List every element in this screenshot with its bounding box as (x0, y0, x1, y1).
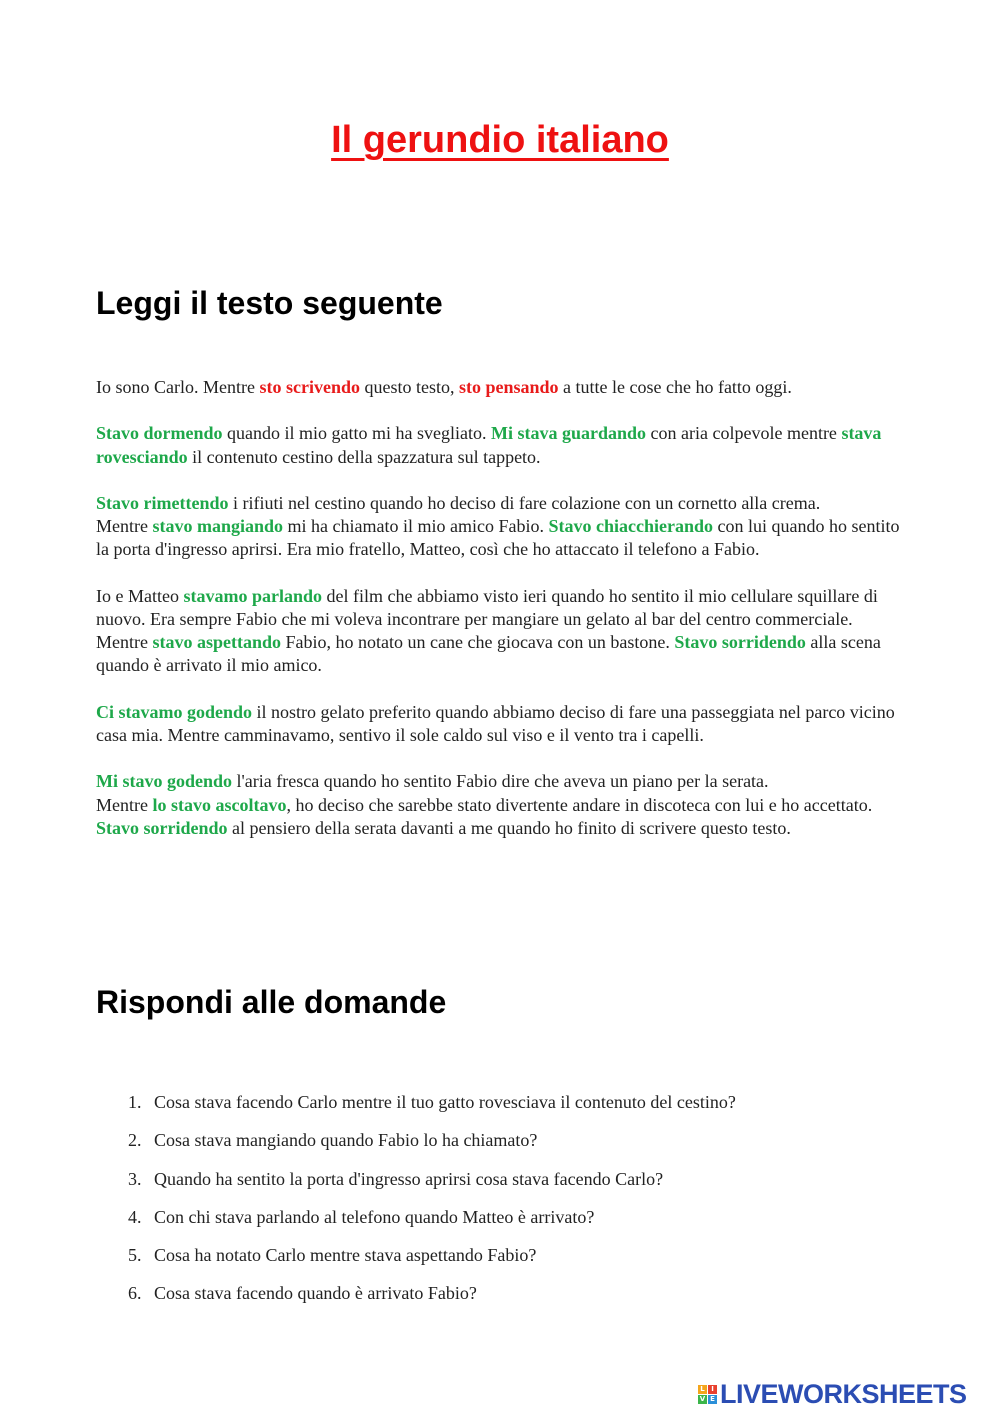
question-item (128, 1128, 736, 1166)
story-text-segment: , ho deciso che sarebbe stato divertente andare in discoteca con lui e ho accettato. (286, 794, 873, 815)
story-text (96, 376, 906, 840)
question-item (128, 1205, 736, 1243)
story-text-segment: Mentre (96, 632, 153, 653)
story-text-segment: Io e Matteo (96, 585, 184, 606)
story-text-segment: quando il mio gatto mi ha svegliato. (222, 423, 491, 444)
verb-highlight-green: Stavo sorridendo (674, 632, 806, 653)
question-text: Cosa stava facendo quando è arrivato Fabio? (154, 1283, 477, 1304)
story-paragraph-4a (96, 585, 906, 631)
question-number: 2. (128, 1130, 142, 1151)
question-text: Cosa stava facendo Carlo mentre il tuo gatto rovesciava il contenuto del cestino? (154, 1092, 736, 1112)
logo-block: I (708, 1385, 717, 1394)
question-item (128, 1243, 736, 1281)
section-heading-questions: Rispondi alle domande (96, 984, 447, 1020)
question-number: 3. (128, 1168, 142, 1189)
verb-highlight-green: Stavo chiacchierando (548, 516, 713, 537)
story-text-segment: mi ha chiamato il mio amico Fabio. (283, 516, 549, 537)
question-text: Con chi stava parlando al telefono quando Matteo è arrivato? (154, 1206, 595, 1227)
verb-highlight-green: stavo mangiando (152, 516, 284, 537)
section-heading-read: Leggi il testo seguente (96, 285, 443, 321)
liveworksheets-logo[interactable] (698, 1380, 967, 1408)
story-text-segment: il contenuto cestino della spazzatura sul tappeto. (187, 446, 541, 467)
verb-highlight-red: sto pensando (458, 377, 559, 397)
story-text-segment: Mentre (96, 516, 153, 537)
verb-highlight-green: stavo aspettando (152, 632, 281, 653)
story-paragraph-5 (96, 701, 906, 747)
story-paragraph-4b (96, 631, 906, 677)
logo-block: V (699, 1394, 706, 1403)
verb-highlight-green: Mi stavo godendo (96, 771, 233, 792)
story-paragraph-6c (96, 817, 906, 840)
verb-highlight-green: stavamo parlando (183, 585, 322, 606)
story-paragraph-3a (96, 492, 906, 515)
question-number: 6. (128, 1283, 142, 1304)
story-text-segment: con lui quando ho sentito la porta d'ingresso aprirsi. Era mio fratello, Matteo, così che ho attaccato il telefono a Fabio. (96, 516, 900, 560)
story-paragraph-2 (96, 422, 906, 468)
story-paragraph-1 (96, 376, 906, 399)
logo-text: LIVEWORKSHEETS (720, 1378, 967, 1409)
question-text: Cosa ha notato Carlo mentre stava aspettando Fabio? (154, 1245, 537, 1266)
verb-highlight-green: Stavo rimettendo (96, 492, 229, 513)
story-text-segment: con aria colpevole mentre (646, 423, 842, 444)
verb-highlight-green: lo stavo ascoltavo (152, 794, 287, 815)
story-paragraph-6b (96, 794, 906, 817)
story-text-segment: a tutte le cose che ho fatto oggi. (558, 377, 792, 397)
story-text-segment: Mentre (96, 794, 153, 815)
story-paragraph-6a (96, 770, 906, 793)
question-item (128, 1281, 736, 1319)
story-text-segment: questo testo, (359, 377, 459, 397)
story-paragraph-3b (96, 515, 906, 561)
story-text-segment: alla scena quando è arrivato il mio amico. (96, 632, 881, 676)
question-number: 1. (128, 1092, 142, 1112)
verb-highlight-green: Ci stavamo godendo (96, 701, 253, 722)
story-text-segment: i rifiuti nel cestino quando ho deciso di fare colazione con un cornetto alla crema. (228, 492, 821, 513)
logo-block: E (708, 1395, 717, 1404)
story-text-segment: Fabio, ho notato un cane che giocava con un bastone. (281, 632, 675, 653)
verb-highlight-green: stava rovesciando (96, 423, 882, 467)
question-text: Cosa stava mangiando quando Fabio lo ha chiamato? (154, 1130, 538, 1151)
question-item (128, 1090, 736, 1128)
page-title: Il gerundio italiano (331, 119, 669, 161)
question-text: Quando ha sentito la porta d'ingresso aprirsi cosa stava facendo Carlo? (154, 1168, 664, 1189)
question-item (128, 1167, 736, 1205)
story-text-segment: il nostro gelato preferito quando abbiamo deciso di fare una passeggiata nel parco vicino casa mia. Mentre camminavamo, sentivo il sole caldo sul viso e il vento tra i capelli. (96, 701, 895, 745)
story-text-segment: del film che abbiamo visto ieri quando ho sentito il mio cellulare squillare di nuovo. Era sempre Fabio che mi voleva incontrare per mangiare un gelato al bar del centro commerciale. (96, 585, 878, 629)
story-text-segment: Io sono Carlo. Mentre (96, 377, 260, 397)
logo-block: L (698, 1385, 707, 1394)
question-number: 4. (128, 1206, 142, 1227)
question-number: 5. (128, 1245, 142, 1266)
story-text-segment: l'aria fresca quando ho sentito Fabio dire che aveva un piano per la serata. (232, 771, 769, 792)
verb-highlight-green: Stavo dormendo (96, 423, 223, 444)
verb-highlight-red: sto scrivendo (259, 377, 360, 397)
verb-highlight-green: Mi stava guardando (490, 423, 647, 444)
story-text-segment: al pensiero della serata davanti a me quando ho finito di scrivere questo testo. (227, 817, 791, 838)
question-list (128, 1090, 736, 1320)
verb-highlight-green: Stavo sorridendo (96, 817, 228, 838)
logo-blocks-icon (698, 1385, 717, 1404)
